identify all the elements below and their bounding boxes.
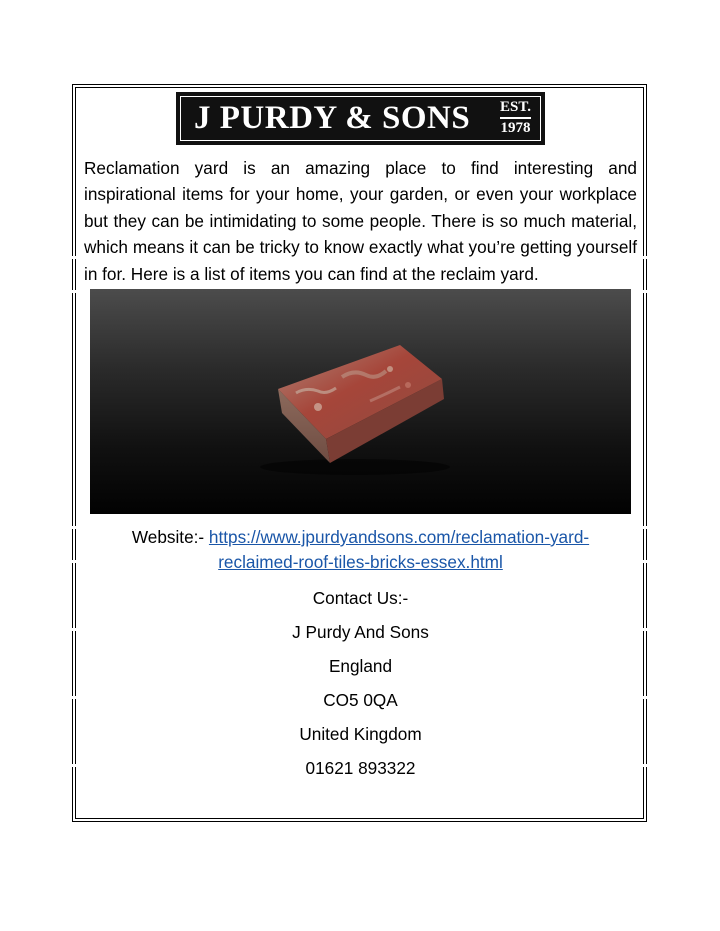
contact-heading: Contact Us:- — [312, 588, 409, 608]
contact-company: J Purdy And Sons — [292, 622, 429, 642]
contact-phone: 01621 893322 — [305, 758, 416, 778]
logo-established — [500, 100, 531, 136]
website-label: Website:- — [131, 527, 209, 547]
contact-region: England — [328, 656, 393, 676]
website-url-part1: https://www.jpurdyandsons.com/reclamation-yard- — [208, 527, 590, 547]
reclaimed-brick-icon — [90, 289, 631, 514]
contact-postcode: CO5 0QA — [323, 690, 398, 710]
intro-paragraph: Reclamation yard is an amazing place to find interesting and inspirational items for your home, your garden, or even your workplace but they can be intimidating to some people. There is so much material, which means it can be tricky to know exactly what you’re getting yourself in for. Here is a list of items you can find at the reclaim yard. — [84, 158, 637, 284]
logo-company-name: J PURDY & SONS — [194, 100, 471, 136]
logo-est-label: EST. — [500, 100, 531, 119]
website-link[interactable] — [209, 527, 589, 572]
website-url-part2: reclaimed-roof-tiles-bricks-essex.html — [218, 552, 503, 572]
website-info — [84, 525, 637, 575]
logo-est-year: 1978 — [500, 120, 531, 136]
brick-photo — [90, 289, 631, 514]
company-logo — [176, 92, 545, 145]
contact-country: United Kingdom — [299, 724, 422, 744]
